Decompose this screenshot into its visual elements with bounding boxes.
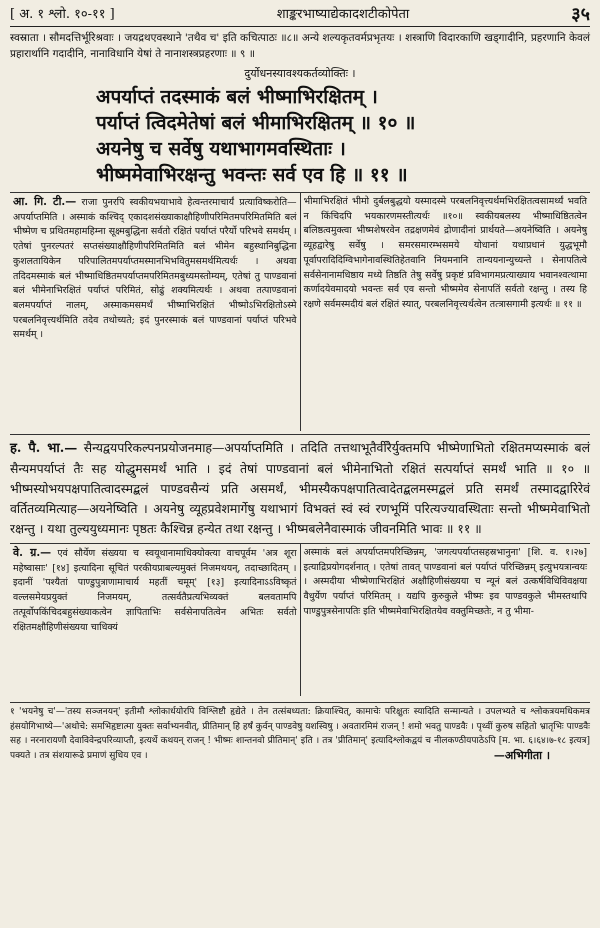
commentary-left-column: [10, 193, 301, 431]
verse-line: अपर्याप्तं तदस्माकं बलं भीष्माभिरक्षितम् ।: [96, 86, 378, 108]
commentary-right-column: [301, 544, 591, 696]
commentary-label: आ. गि. टी.—: [13, 195, 77, 208]
speaker-heading: दुर्योधनस्यावश्यकर्तव्योक्तिः ।: [244, 67, 356, 80]
commentary-columns-1: [10, 192, 590, 431]
commentary-label: वे. ग्र.—: [13, 546, 52, 559]
footnote-text: १ 'भयनेषु च'—'तस्य सञ्जनयन्' इतीमौ श्लोकार्धयोरपि विश्लिष्टौ हृद्येते । तेन तत्संबध्यता: क्रियाश्चित्, कामाचेः परिक्षुतः स्यादिति सन्मान्यते । उपलभ्यते च श्लोकत्रयमधिकमत्र हंसयोगिभाष्ये—'अथोचे: समभिहृष्टात्मा युक्तः सर्वाभ्यनवीत्, प्रीतिमान् हि हर्षं कुर्वन् पाण्डवेषु यशस्विषु । अवतारमिमं राजन् ! शमो भवतु पाण्डवैः । पृथ्वीं कुरुष सहितो भ्रातृभिः पाण्डवैः सह । नरनारायणौ देवाविवेन्द्रपरिव्याप्तौ, इत्यर्थे कथयन् राजन् ! भीष्मः शान्तनवो प्रीतिमान्' इति । तत्र 'प्रीतिमान्' इत्यादिश्लोकद्वयं च नीलकण्ठीयपाठेऽपि [म. भा. ६।६४।७-१८ इत्यत्र] पक्यते । तत्र संशयारूढे प्रमाणं सुधिय एव ।: [10, 707, 590, 761]
commentary-label: ह. पै. भा.—: [10, 441, 78, 456]
commentary-text: भीमाभिरक्षितं भीमो दुर्बलबुद्धयो यस्मादस्मे परबलनिवृत्त्यर्थमभिरक्षितत्वसामर्थ्यं भवति न किंचिदपि भयकारणमस्तीत्यर्थः ॥१०॥ स्वकीयबलस्य भीष्माधिष्ठितत्वेन बलिष्ठत्वमुक्त्वा भीष्मशेषरवेन तद्रक्षणमेवं द्रोणादीनां प्रार्थयते—अयनेष्विति । अयनेषु व्यूहद्वारेषु सर्वेषु । समरसमारम्भसमये योधानां यथाप्रधानं युद्धभूमौ पूर्वापरादिदिग्विभागेनावस्थितिहेतवानि नियमनानि तान्ययनान्युच्यन्ते । सेनापतित्वे सर्वसेनानामधिष्ठाय मध्ये तिष्ठति तेषु सर्वेषु प्रकृष्टं प्रविभागमप्रत्याख्याय भवानश्वत्थामा कर्णादयेवमादयो भवन्तः सर्व एव सन्तो भीष्ममेव सेनापतिं सर्वतो रक्षन्तु । तस्य हि रक्षणे सर्वमस्मदीयं बलं रक्षितं स्यात्, परबलनिवृत्त्यर्थत्वेन तत्त्रासगामी इत्यर्थः ॥ ११ ॥: [303, 196, 587, 310]
verse-block: [10, 84, 590, 188]
commentary-full-width: [10, 434, 590, 539]
verse-line: अयनेषु च सर्वेषु यथाभागमवस्थिताः ।: [96, 138, 346, 160]
footnote-signature: —अभिगीता ।: [493, 748, 550, 762]
footnote: [10, 702, 590, 763]
header-verse-ref: [ अ. १ श्लो. १०-११ ]: [10, 7, 115, 22]
running-header: [10, 6, 590, 27]
verse-line: पर्याप्तं त्विदमेतेषां बलं भीमाभिरक्षितम् ॥ १० ॥: [96, 112, 416, 134]
commentary-columns-2: [10, 543, 590, 696]
commentary-right-column: [301, 193, 591, 431]
commentary-text: अस्माकं बलं अपर्याप्तमपरिच्छिन्नम्, 'जगत्यपर्याप्तसहस्रभानुना' [शि. व. १।२७] इत्याद्रिप्रयोगदर्शनात् । एतेषां तावत् पाण्डवानां बलं पर्याप्तं परिच्छिन्नम् इत्युभयत्रान्वयः । अस्मदीया भीष्मेणाभिरक्षितं अक्षौहिणीसंख्यया च न्यूनं बलं उत्कर्षविधिविवक्षया वैधुर्येण पर्याप्तं परिमितम् । यद्यपि कुरुकुले भीष्मः इव पाण्डवकुले भीमस्तथापि पाण्डुपुत्रसेनापतिः इति भीष्ममेवाभिरक्षितयेव वक्तुमिच्छतेः, न तु भीमा-: [303, 547, 587, 617]
commentary-text: राजा पुनरपि स्वकीयभयाभावे हेत्वन्तरमाचार्यं प्रत्याविष्करोति—अपर्याप्तमिति । अस्माकं कश्चिद् एकादशसंख्याकाक्षौहिणीपरिमितमपरिमितमिति बलं भीष्मेण च प्रथितमहामहिम्ना सूक्ष्मबुद्धिना सर्वतो रक्षितं पर्याप्तं परैर्यो परिभवे समर्थम् । एतेषां पुनरल्पतरं सप्तसंख्याक्षौहिणीपरिमितमिति बलं भीमेन बहुस्थानिबुद्धिना कुशलतायिकेन परिपालितमपर्याप्तमस्मानभिभवितुमसमर्थमित्यर्थः । अथवा तदिदमस्माकं बलं भीष्माधिष्ठितमपर्याप्तमपरिमितमबुध्यमस्तोम्यम्, एतेषां तु पाण्डवानां बलं भीमेनाभिरक्षितं पर्याप्तं परिमितं, सोढुं शक्यमित्यर्थः । अथवा तत्पाण्डवानां बलमपर्याप्तं नालम्, अस्माकमसमर्थं भीष्माभिरक्षितं भीष्मोऽभिरक्षितोऽस्मे परबलनिवृत्त्यर्थमिति तदेव तथोच्यते; इदं पुनरस्माकं बलं पाण्डवानां पर्याप्तं परिभवे समर्थम् ।: [13, 197, 297, 341]
page-number: ३५: [571, 4, 590, 25]
preceding-commentary: स्वस्राता । सौमदत्तिर्भूरिश्रवाः । जयद्रथएवस्थाने 'तथैव च' इति कचित्पाठः ॥८॥ अन्ये शल्यकृतवर्मप्रभृतयः । शस्त्राणि विदारकाणि खड्गादीनि, प्रहरणानि केवलं प्रहारार्थानि गदादीनि, नानाविधानि येषां ते नानाशस्त्रप्रहरणाः ॥ ९ ॥: [10, 32, 590, 60]
header-title: शाङ्करभाष्याद्येकादशटीकोपेता: [276, 7, 410, 22]
verse-line: भीष्ममेवाभिरक्षन्तु भवन्तः सर्व एव हि ॥ ११ ॥: [96, 164, 408, 186]
commentary-left-column: [10, 544, 301, 696]
commentary-text: एवं सौर्येण संख्यया च स्वयूथानामाधिक्योक्त्या वाचपूर्वम 'अत्र शूरा महेष्वासाः' [१४] इत्यादिना सूचितं परकीयप्राबल्यमुक्तं निजमथयन्, तदाच्छादितम् । इदानीं 'पश्यैतां पाण्डुपुत्राणामाचार्य महतीं चमूम्' [१३] इत्यादिनाऽऽविष्कृतं वल्लसमेयप्रयुक्तं निजमयम्, तत्सर्वतैप्रत्यभिव्यक्तं बलवतामपि तत्पूर्वोपकिंचिदबहुसंख्याकत्वेन ज्ञापिताभिः सर्वसेनापतित्वेन अभितः सर्वतो रक्षितमक्षौहिणीसंख्यया चाधिक्यं: [13, 548, 297, 633]
commentary-text: सैन्यद्वयपरिकल्पनप्रयोजनमाह—अपर्याप्तमिति । तदिति तत्तथाभूतैर्वीरैर्युक्तमपि भीष्मेणाभितो रक्षितमप्यस्माकं बलं सैन्यमपर्याप्तं तैः सह योद्धुमसमर्थं भाति । इदं तेषां पाण्डवानां बलं भीमेनाभितो रक्षितं सत्पर्याप्तं समर्थं भाति ॥ १० ॥ भीष्मस्योभयपक्षपातित्वादस्मद्बलं पाण्डवसैन्यं प्रति असमर्थं, भीमस्यैकपक्षपातित्वादेतद्बलमस्मद्बलं प्रति समर्थं तस्मादद्वारिरेवं वर्तितव्यमित्याह—अयनेष्विति । अयनेषु व्यूहप्रवेशमार्गेषु यथाभागं विभक्तं स्वं स्वं रणभूमिं परित्यज्यावस्थिताः सन्तो भीष्ममेवाभितो रक्षन्तु । यथा तुल्ययुध्यमानः पृष्ठतः कैश्चिन्न हन्येत तथा रक्षन्तु । भीष्मबलेनैवास्माकं जीवनमिति भावः ॥ ११ ॥: [10, 440, 590, 536]
